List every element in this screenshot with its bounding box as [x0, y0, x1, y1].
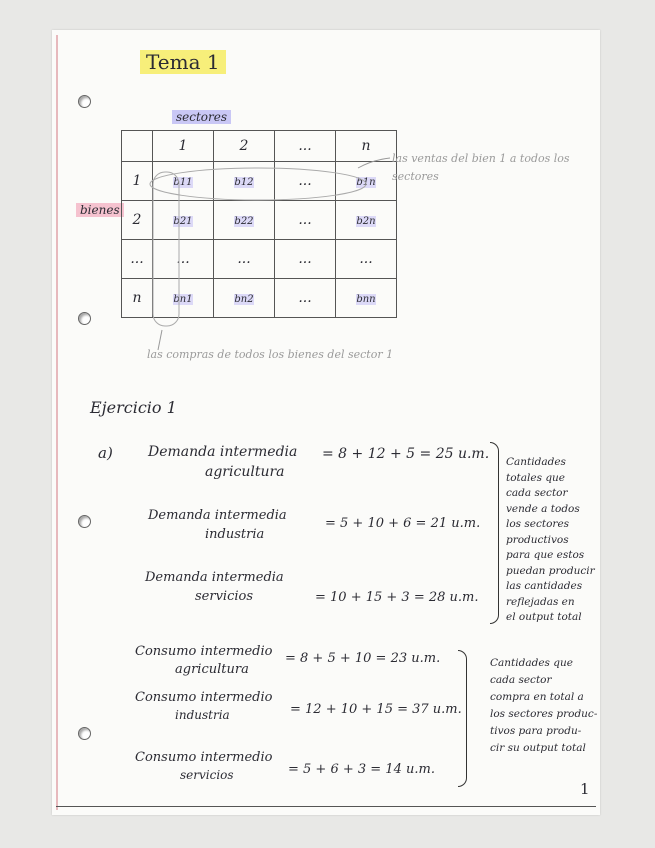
matrix-cell-value: b21 [173, 216, 193, 227]
consumption-sector: agricultura [175, 662, 249, 677]
matrix-cell-value: b22 [234, 216, 254, 227]
part-label: a) [98, 444, 113, 462]
demand-sector: agricultura [205, 464, 285, 480]
matrix-row-header: n [122, 279, 153, 318]
bienes-label: bienes [76, 203, 124, 217]
matrix-row-header: 2 [122, 201, 153, 240]
demand-note-line: productivos [506, 533, 569, 546]
arrow-to-row-note [358, 158, 390, 168]
matrix-cell-value: b2n [356, 216, 376, 227]
demand-name: Demanda intermedia [145, 570, 284, 585]
demand-note-line: las cantidades [506, 580, 583, 592]
demand-name: Demanda intermedia [148, 444, 298, 460]
note-purchases: las compras de todos los bienes del sector 1 [147, 348, 394, 361]
exercise-title: Ejercicio 1 [90, 398, 177, 417]
consumption-brace [458, 650, 467, 787]
matrix-cell-value: bn2 [234, 294, 254, 305]
consumption-sector: industria [175, 708, 230, 722]
demand-equation: = 8 + 12 + 5 = 25 u.m. [322, 446, 490, 462]
demand-name: Demanda intermedia [148, 508, 287, 523]
matrix-cell-value: b11 [173, 177, 193, 188]
matrix-cell: ... [275, 162, 336, 201]
consumption-equation: = 12 + 10 + 15 = 37 u.m. [290, 702, 462, 717]
matrix-cell: ... [336, 240, 397, 279]
demand-equation: = 10 + 15 + 3 = 28 u.m. [315, 590, 479, 605]
consumption-note-line: compra en total a [490, 691, 584, 703]
note-sales: las ventas del bien 1 a todos los sectores [392, 152, 570, 183]
page-number: 1 [580, 780, 590, 798]
demand-note-line: reflejadas en [506, 595, 575, 608]
matrix-cell-value: bn1 [173, 294, 193, 305]
matrix-col-header: ... [275, 131, 336, 162]
demand-sector: servicios [195, 589, 254, 604]
demand-note [506, 455, 595, 626]
matrix-cell-value: b12 [234, 177, 254, 188]
matrix-cell-value: bnn [356, 294, 376, 305]
row-circle [150, 168, 366, 200]
demand-note-line: vende a todos [506, 502, 580, 515]
matrix-cell: ... [153, 240, 214, 279]
consumption-sector: servicios [180, 768, 234, 782]
demand-note-line: el output total [506, 611, 582, 623]
demand-note-line: puedan producir [506, 564, 595, 577]
demand-note-line: totales que [506, 471, 566, 484]
consumption-note [490, 655, 597, 757]
demand-sector: industria [205, 527, 265, 542]
demand-note-line: Cantidades [506, 456, 566, 468]
consumption-note-line: cada sector [490, 674, 552, 686]
demand-brace [490, 442, 499, 624]
demand-note-line: cada sector [506, 487, 568, 499]
matrix-cell: ... [275, 240, 336, 279]
matrix-col-header: n [336, 131, 397, 162]
demand-note-line: los sectores [506, 518, 570, 530]
arrow-to-col-note [158, 330, 162, 350]
matrix-col-header: 1 [153, 131, 214, 162]
matrix-row-header: 1 [122, 162, 153, 201]
consumption-note-line: tivos para produ- [490, 725, 582, 737]
consumption-name: Consumo intermedio [135, 644, 273, 659]
matrix-col-header: 2 [214, 131, 275, 162]
consumption-name: Consumo intermedio [135, 750, 273, 765]
consumption-note-line: los sectores produc- [490, 708, 598, 720]
page-title: Tema 1 [140, 50, 226, 74]
column-circle [153, 172, 179, 326]
consumption-equation: = 5 + 6 + 3 = 14 u.m. [288, 762, 435, 777]
matrix-cell: ... [275, 279, 336, 318]
consumption-note-line: cir su output total [490, 742, 586, 754]
consumption-name: Consumo intermedio [135, 690, 273, 705]
sectores-label: sectores [172, 110, 231, 124]
matrix-cell: ... [214, 240, 275, 279]
bottom-rule [56, 806, 596, 807]
consumption-note-line: Cantidades que [490, 657, 573, 669]
demand-note-line: para que estos [506, 549, 585, 561]
matrix-row-header: ... [122, 240, 153, 279]
matrix-cell: ... [275, 201, 336, 240]
matrix-cell-value: b1n [356, 177, 376, 188]
demand-equation: = 5 + 10 + 6 = 21 u.m. [325, 516, 481, 531]
consumption-equation: = 8 + 5 + 10 = 23 u.m. [285, 651, 441, 666]
